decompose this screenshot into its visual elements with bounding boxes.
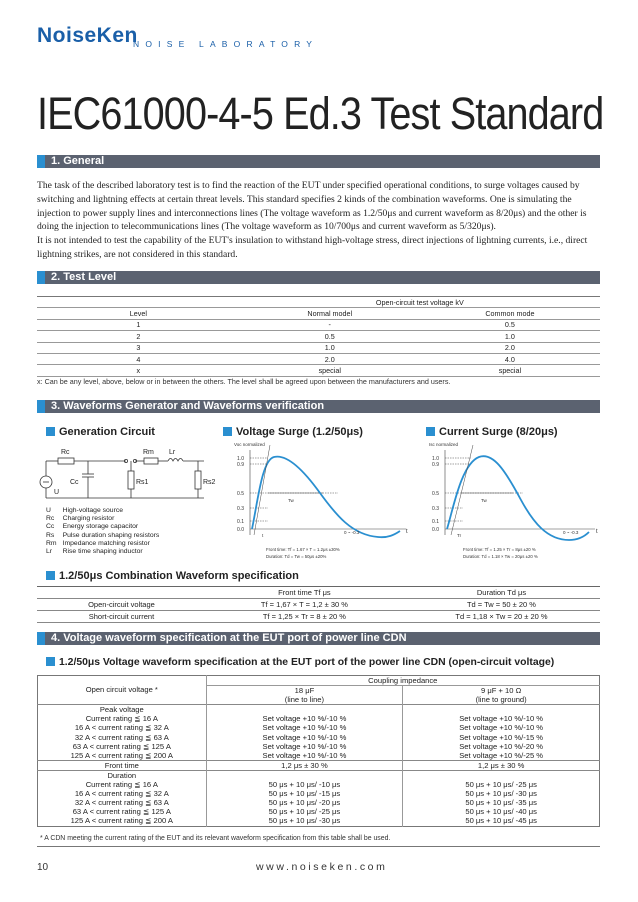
logo-tagline: NOISE LABORATORY — [133, 39, 319, 49]
cc-label: Cc — [70, 479, 79, 486]
table-row: 63 A < current rating ≦ 125 A Set voltage +10 %/-10 % Set voltage +10 %/-20 % — [38, 742, 600, 751]
ytick: 0.1 — [237, 519, 244, 525]
ytick: 0.9 — [432, 462, 439, 468]
current-caption-front: Front time: Tf = 1.25 × Tr = 8μs ±20 % — [463, 547, 536, 552]
col-line-to-ground-label: (line to ground) — [403, 695, 600, 705]
cdn-spec-title: 1.2/50μs Voltage waveform specification at the EUT port of the power line CDN (open-circuit voltage) — [46, 657, 554, 668]
level-note: x: Can be any level, above, below or in between the others. The level shall be agreed upon between the manufacturers and users. — [37, 377, 451, 386]
voltage-caption-front: Front time: Tf = 1.67 × T = 1.2μs ±30% — [266, 547, 340, 552]
company-logo: NoiseKen — [37, 24, 138, 47]
table-header-row — [37, 308, 600, 319]
isc-axis-label: Isc normalized — [429, 442, 459, 447]
time-axis-label: t — [596, 529, 598, 535]
cdn-voltage-spec-table — [37, 675, 600, 827]
table-row: Current rating ≦ 16 A 50 μs + 10 μs/ -10 μs 50 μs + 10 μs/ -25 μs — [38, 780, 600, 789]
current-surge-graph — [423, 440, 613, 565]
ytick: 0.1 — [432, 519, 439, 525]
table-row: 32 A < current rating ≦ 63 A Set voltage +10 %/-10 % Set voltage +10 %/-15 % — [38, 733, 600, 742]
footer-divider — [37, 846, 600, 847]
list-item: Rm Impedance matching resistor — [46, 539, 150, 547]
table-row: 1 - 0.5 — [37, 319, 600, 330]
circuit-legend — [46, 507, 165, 556]
list-item: Cc Energy storage capacitor — [46, 523, 139, 531]
voltage-waveform-line — [252, 457, 400, 538]
col-open-circuit-header: Open circuit voltage * — [85, 685, 158, 695]
current-waveform-line — [447, 456, 589, 540]
general-text-1: The task of the described laboratory test is to find the reaction of the EUT under specified operational conditions, to surge voltages caused by switching and lightning effects at certain threat levels. This standard specifies 2 kinds of the combination waveforms. One is simulating the injection to power supply lines and interconnections lines (The voltage waveform as 1.2/50μs and current waveform as 8/20μs) and the other is doing the injection to telecommunications lines (The voltage waveform as 10/700μs and current waveform as 5/320μs). — [37, 180, 587, 233]
list-item: Rc Charging resistor — [46, 515, 115, 523]
rs2-label: Rs2 — [203, 479, 216, 486]
page-number: 10 — [37, 862, 49, 873]
ytick: 0.5 — [237, 491, 244, 497]
tail-label: 0 ~ -0.3 — [344, 530, 360, 535]
current-caption-duration: Duration: Td = 1.18 × Tw = 20μs ±20 % — [463, 554, 538, 559]
square-bullet-icon — [46, 427, 55, 436]
table-row: Short-circuit current Tf = 1,25 × Tr = 8 ± 20 % Td = 1,18 × Tw = 20 ± 20 % — [37, 611, 600, 623]
section-2-header: 2. Test Level — [37, 271, 600, 284]
ytick: 0.9 — [237, 462, 244, 468]
ytick: 1.0 — [432, 456, 439, 462]
ytick: 0.0 — [432, 527, 439, 533]
rm-label: Rm — [143, 449, 154, 456]
voltage-surge-title: Voltage Surge (1.2/50μs) — [223, 426, 363, 438]
table-row: x special special — [37, 365, 600, 376]
table-row: Front time 1,2 μs ± 30 % 1,2 μs ± 30 % — [38, 760, 600, 770]
list-item: U High-voltage source — [46, 507, 124, 514]
table-row: 32 A < current rating ≦ 63 A 50 μs + 10 μs/ -20 μs 50 μs + 10 μs/ -35 μs — [38, 798, 600, 807]
list-item: Rs Pulse duration shaping resistors — [46, 531, 160, 539]
combination-waveform-title: 1.2/50μs Combination Waveform specification — [46, 570, 299, 582]
voc-axis-label: Voc normalized — [234, 442, 265, 447]
general-text-2: It is not intended to test the capability of the EUT's insulation to withstand high-voltage stress, direct injections of lightning currents, i.e., direct lightning strikes, are not considered in this standard. — [37, 235, 588, 260]
col-line-to-line-cap: 18 μF — [206, 686, 403, 696]
section-marker — [37, 155, 45, 168]
section-marker — [37, 400, 45, 413]
rs1-label: Rs1 — [136, 479, 149, 486]
lr-label: Lr — [169, 449, 176, 456]
square-bullet-icon — [46, 571, 55, 580]
table-row: 16 A < current rating ≦ 32 A Set voltage +10 %/-10 % Set voltage +10 %/-10 % — [38, 723, 600, 732]
table-header-row — [37, 297, 600, 308]
table-row: 3 1.0 2.0 — [37, 342, 600, 353]
table-row: Duration — [38, 770, 600, 780]
col-common-header: Common mode — [420, 308, 600, 319]
table-row: 4 2.0 4.0 — [37, 353, 600, 364]
col-normal-header: Normal model — [240, 308, 420, 319]
test-level-table — [37, 296, 600, 377]
table-header-row — [37, 587, 600, 599]
section-marker — [37, 632, 45, 645]
t-label: t — [262, 533, 264, 538]
square-bullet-icon — [223, 427, 232, 436]
section-marker — [37, 271, 45, 284]
table-header-row — [38, 676, 600, 686]
col-line-to-line-label: (line to line) — [206, 695, 403, 705]
ytick: 0.3 — [237, 506, 244, 512]
col-level-header: Level — [37, 308, 240, 319]
ytick: 0.0 — [237, 527, 244, 533]
table-row: 16 A < current rating ≦ 32 A 50 μs + 10 μs/ -15 μs 50 μs + 10 μs/ -30 μs — [38, 789, 600, 798]
tail-label: 0 ~ -0.3 — [563, 530, 579, 535]
table-row: 63 A < current rating ≦ 125 A 50 μs + 10 μs/ -25 μs 50 μs + 10 μs/ -40 μs — [38, 807, 600, 816]
tw-label: Tw — [481, 498, 487, 503]
square-bullet-icon — [426, 427, 435, 436]
table-row: 125 A < current rating ≦ 200 A Set voltage +10 %/-10 % Set voltage +10 %/-25 % — [38, 751, 600, 761]
rc-label: Rc — [61, 449, 70, 456]
tr-label: Tr — [457, 533, 462, 538]
section-4-header: 4. Voltage waveform specification at the EUT port of power line CDN — [37, 632, 600, 645]
col-duration-header: Duration Td μs — [403, 587, 600, 599]
col-front-time-header: Front time Tf μs — [206, 587, 403, 599]
generation-circuit-title: Generation Circuit — [46, 426, 155, 438]
time-axis-label: t — [406, 529, 408, 535]
table-row: 125 A < current rating ≦ 200 A 50 μs + 10 μs/ -30 μs 50 μs + 10 μs/ -45 μs — [38, 816, 600, 826]
section-3-header: 3. Waveforms Generator and Waveforms verification — [37, 400, 600, 413]
ytick: 0.5 — [432, 491, 439, 497]
col-line-to-ground-cap: 9 μF + 10 Ω — [403, 686, 600, 696]
square-bullet-icon — [46, 657, 55, 666]
ytick: 0.3 — [432, 506, 439, 512]
current-surge-title: Current Surge (8/20μs) — [426, 426, 558, 438]
cdn-footnote: * A CDN meeting the current rating of the EUT and its relevant waveform specification from this table shall be used. — [40, 835, 391, 842]
combination-waveform-table — [37, 586, 600, 623]
table-row: Open-circuit voltage Tf = 1,67 × T = 1,2 ± 30 % Td = Tw = 50 ± 20 % — [37, 599, 600, 611]
tw-label: Tw — [288, 498, 294, 503]
voltage-surge-graph — [228, 440, 418, 565]
table-row: Peak voltage — [38, 705, 600, 715]
list-item: Lr Rise time shaping inductor — [46, 548, 143, 556]
group-header: Open-circuit test voltage kV — [240, 297, 600, 308]
generation-circuit-diagram — [36, 442, 216, 504]
page-title: IEC61000-4-5 Ed.3 Test Standard — [37, 88, 604, 139]
general-paragraph — [37, 179, 602, 262]
footer-url: www.noiseken.com — [256, 861, 388, 873]
u-label: U — [54, 489, 60, 496]
section-1-header: 1. General — [37, 155, 600, 168]
table-row: 2 0.5 1.0 — [37, 331, 600, 342]
table-row: Current rating ≦ 16 A Set voltage +10 %/-10 % Set voltage +10 %/-10 % — [38, 714, 600, 723]
coupling-impedance-header: Coupling impedance — [206, 676, 599, 686]
ytick: 1.0 — [237, 456, 244, 462]
voltage-caption-duration: Duration: Td = Tw = 50μs ±20% — [266, 554, 327, 559]
